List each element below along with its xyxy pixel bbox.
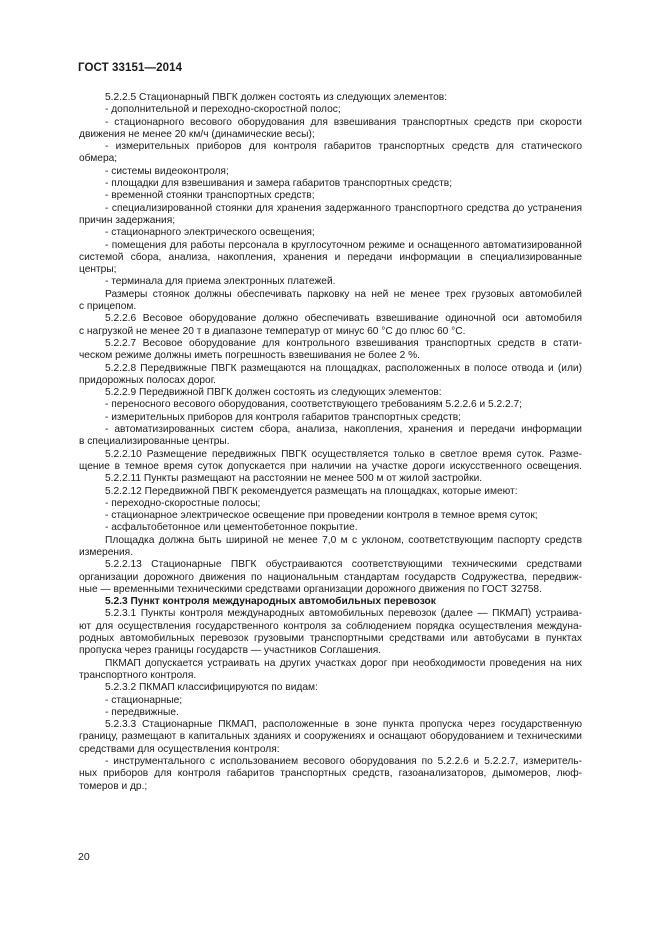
text-line: - временной стоянки транспортных средств; xyxy=(105,190,315,202)
page-header-standard: ГОСТ 33151—2014 xyxy=(78,62,183,74)
text-line: 5.2.2.11 Пункты размещают на расстоянии не менее 500 м от жилой застройки. xyxy=(105,473,483,485)
text-line: с прицепом. xyxy=(79,301,137,313)
page-number: 20 xyxy=(78,851,90,863)
text-line: - передвижные. xyxy=(105,706,179,718)
text-line: - площадки для взвешивания и замера габаритов транспортных средств; xyxy=(105,178,453,190)
text-line: 5.2.3 Пункт контроля международных автомобильных перевозок xyxy=(105,596,436,608)
text-line: - стационарного весового оборудования для взвешивания транспортных средств при скорости xyxy=(105,116,582,128)
text-line: границу, размещают в капитальных зданиях и сооружениях и оснащают оборудованием и техническими xyxy=(79,731,582,743)
text-line: 5.2.2.5 Стационарный ПВГК должен состоять из следующих элементов: xyxy=(105,92,448,103)
text-line: 5.2.2.10 Размещение передвижных ПВГК осуществляется только в светлое время суток. Разме- xyxy=(105,448,582,460)
text-line: - стационарное электрическое освещение при проведении контроля в темное время суток; xyxy=(105,510,538,522)
text-line: 5.2.2.9 Передвижной ПВГК должен состоять из следующих элементов: xyxy=(105,387,442,399)
text-line: пропуска через границы государств — участников Соглашения. xyxy=(79,645,382,657)
text-line: центры; xyxy=(79,264,117,276)
text-line: 5.2.3.2 ПКМАП классифицируются по видам: xyxy=(105,682,318,694)
text-line: - стационарные; xyxy=(105,694,183,706)
text-line: в специализированные центры. xyxy=(79,436,230,448)
text-line: - измерительных приборов для контроля габаритов транспортных средств; xyxy=(105,411,461,423)
text-line: транспортного контроля. xyxy=(79,669,197,681)
text-line: 5.2.2.6 Весовое оборудование должно обеспечивать взвешивание одиночной оси автомобиля xyxy=(105,313,582,325)
text-line: 5.2.2.13 Стационарные ПВГК обустраиваются соответствующими техническими средствами xyxy=(105,559,582,571)
text-line: измерения. xyxy=(79,546,134,558)
text-line: обмера; xyxy=(79,153,118,165)
text-line: - дополнительной и переходно-скоростной полос; xyxy=(105,104,341,116)
text-line: ческом режиме должны иметь погрешность взвешивания не более 2 %. xyxy=(79,350,421,362)
text-line: - переходно-скоростные полосы; xyxy=(105,497,261,509)
text-line: причин задержания; xyxy=(79,214,176,226)
text-line: организации дорожного движения по национальным стандартам государств Содружества, передвиж- xyxy=(79,571,582,583)
text-line: ные — временными техническими средствами организации дорожного движения по ГОСТ 32758. xyxy=(79,583,542,595)
text-line: средствами для осуществления контроля: xyxy=(79,743,280,755)
text-line: 5.2.2.12 Передвижной ПВГК рекомендуется размещать на площадках, которые имеют: xyxy=(105,485,518,497)
text-line: родных автомобильных перевозок грузовыми транспортными средствами или автобусами в пунктах xyxy=(79,633,582,645)
text-line: - помещения для работы персонала в круглосуточном режиме и оснащенного автоматизированной xyxy=(105,239,582,251)
text-line: движения не менее 20 км/ч (динамические весы); xyxy=(79,128,315,140)
text-line: 5.2.2.7 Весовое оборудование для контрольного взвешивания транспортных средств в стати- xyxy=(105,337,582,349)
text-line: придорожных полосах дорог. xyxy=(79,374,216,386)
text-line: 5.2.2.8 Передвижные ПВГК размещаются на площадках, расположенных в полосе отвода и (или) xyxy=(105,362,582,374)
text-line: - автоматизированных систем сбора, анализа, накопления, хранения и передачи информации xyxy=(105,424,582,436)
text-line: с нагрузкой не менее 20 т в диапазоне температур от минус 60 °С до плюс 60 °С. xyxy=(79,325,466,337)
text-line: щение в темное время суток допускается при наличии на участке дороги искусственного освещения. xyxy=(79,460,582,472)
text-line: системой сбора, анализа, накопления, хранения и передачи информации в специализированные xyxy=(79,251,582,263)
text-line: - инструментального с использованием весового оборудования по 5.2.2.6 и 5.2.2.7, измеритель- xyxy=(105,756,582,768)
text-line: - специализированной стоянки для хранения задержанного транспортного средства до устранения xyxy=(105,202,582,214)
text-line: - переносного весового оборудования, соответствующего требованиям 5.2.2.6 и 5.2.2.7; xyxy=(105,399,522,411)
text-line: Размеры стоянок должны обеспечивать парковку на ней не менее трех грузовых автомобилей xyxy=(105,288,582,300)
text-line: 5.2.3.1 Пункты контроля международных автомобильных перевозок (далее — ПКМАП) устраива- xyxy=(105,608,582,620)
text-line: - асфальтобетонное или цементобетонное покрытие. xyxy=(105,522,358,534)
text-line: ют для осуществления государственного контроля за соблюдением порядка осуществления междуна- xyxy=(79,620,582,632)
text-line: - терминала для приема электронных платежей. xyxy=(105,276,336,288)
text-line: ных приборов для контроля габаритов транспортных средств, газоанализаторов, дымомеров, люф- xyxy=(79,768,582,780)
text-line: Площадка должна быть шириной не менее 7,0 м с уклоном, соответствующим паспорту средств xyxy=(105,534,582,546)
text-line: - измерительных приборов для контроля габаритов транспортных средств для статического xyxy=(105,141,582,153)
text-line: ПКМАП допускается устраивать на других участках дорог при необходимости проведения на них xyxy=(105,657,582,669)
text-line: 5.2.3.3 Стационарные ПКМАП, расположенные в зоне пункта пропуска через государственную xyxy=(105,719,582,731)
document-body xyxy=(79,92,582,793)
text-line: - системы видеоконтроля; xyxy=(105,165,229,177)
text-line: томеров и др.; xyxy=(79,780,148,792)
text-line: - стационарного электрического освещения; xyxy=(105,227,315,239)
